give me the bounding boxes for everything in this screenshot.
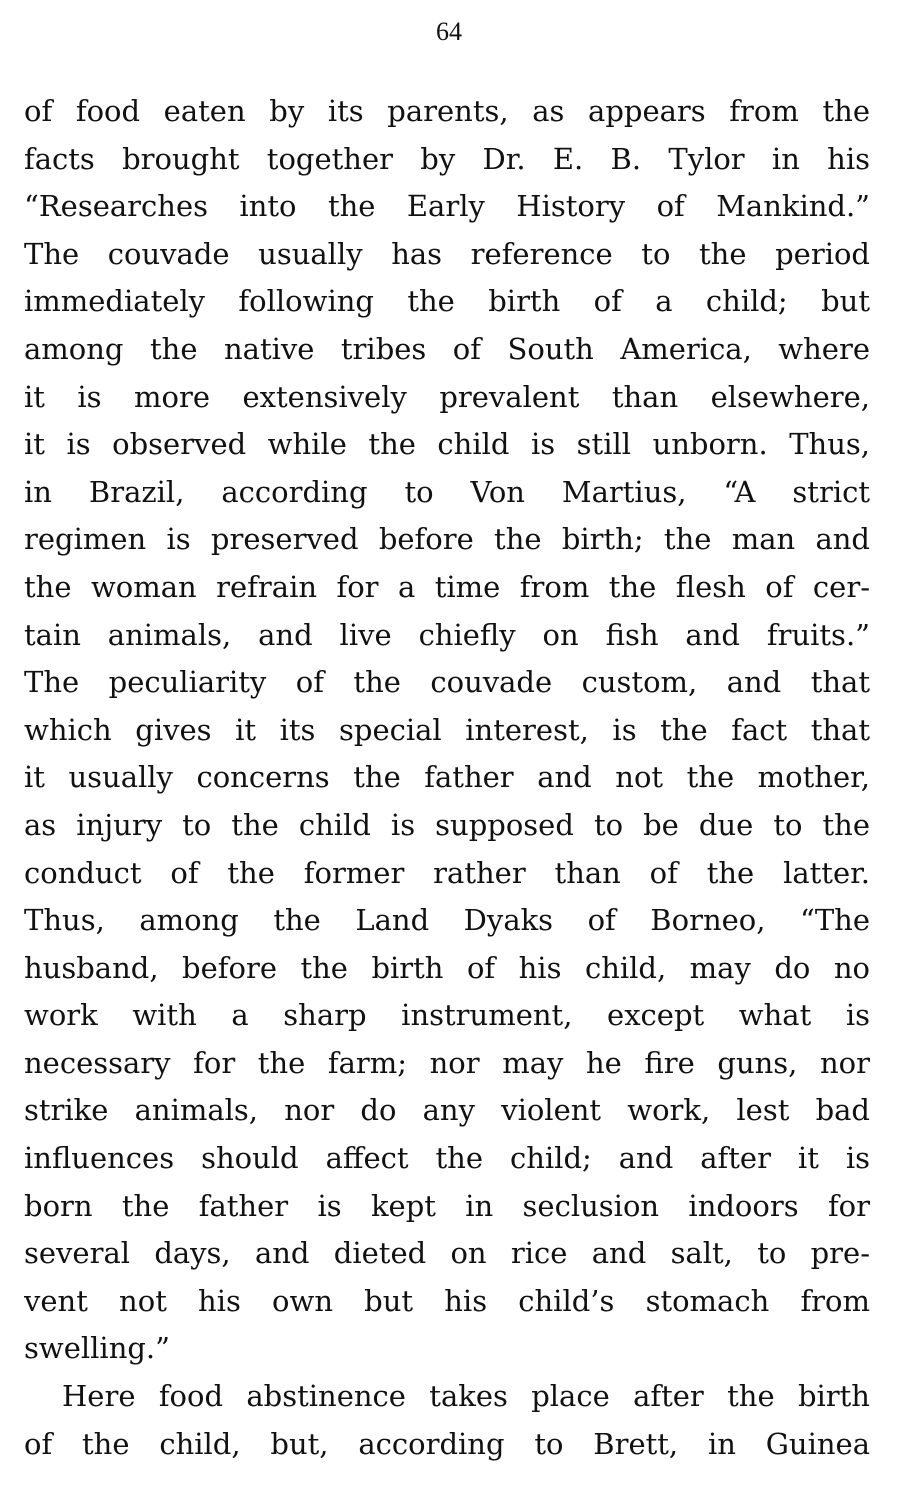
text-line: as injury to the child is supposed to be due to the (24, 807, 870, 842)
text-line: among the native tribes of South America, where (24, 331, 870, 366)
text-line: Here food abstinence takes place after the birth (62, 1379, 870, 1414)
text-line: conduct of the former rather than of the latter. (24, 855, 870, 890)
text-line: of food eaten by its parents, as appears from the (24, 94, 870, 128)
text-line: necessary for the farm; nor may he fire guns, nor (24, 1045, 870, 1080)
text-line: several days, and dieted on rice and salt, to pre- (24, 1236, 870, 1271)
page-number: 64 (436, 17, 462, 46)
text-line: work with a sharp instrument, except what is (24, 998, 870, 1033)
text-line: The couvade usually has reference to the period (24, 236, 870, 271)
body-text (24, 88, 870, 1468)
text-line: husband, before the birth of his child, may do no (24, 950, 870, 985)
text-line: the woman refrain for a time from the flesh of cer- (24, 569, 870, 604)
text-line: influences should affect the child; and after it is (24, 1141, 870, 1176)
text-line: facts brought together by Dr. E. B. Tylor in his (24, 141, 870, 176)
text-line: it is observed while the child is still unborn. Thus, (24, 427, 870, 462)
text-line: in Brazil, according to Von Martius, “A strict (24, 474, 870, 509)
paragraph-1 (24, 88, 870, 1373)
text-line: “Researches into the Early History of Mankind.” (24, 189, 870, 224)
text-line: born the father is kept in seclusion indoors for (24, 1188, 870, 1223)
text-line: of the child, but, according to Brett, in Guinea (24, 1426, 870, 1461)
text-line: The peculiarity of the couvade custom, and that (24, 665, 870, 700)
text-line: which gives it its special interest, is the fact that (24, 712, 870, 747)
text-line: vent not his own but his child’s stomach from (24, 1283, 870, 1318)
text-line: immediately following the birth of a child; but (24, 284, 870, 319)
text-line: strike animals, nor do any violent work, lest bad (24, 1093, 870, 1128)
text-line: regimen is preserved before the birth; the man and (24, 522, 870, 557)
text-line: Thus, among the Land Dyaks of Borneo, “The (24, 903, 870, 938)
paragraph-2 (24, 1373, 870, 1468)
text-line: tain animals, and live chiefly on fish and fruits.” (24, 617, 870, 652)
text-line: swelling.” (24, 1331, 170, 1366)
text-line: it usually concerns the father and not the mother, (24, 760, 870, 795)
text-line: it is more extensively prevalent than elsewhere, (24, 379, 870, 414)
